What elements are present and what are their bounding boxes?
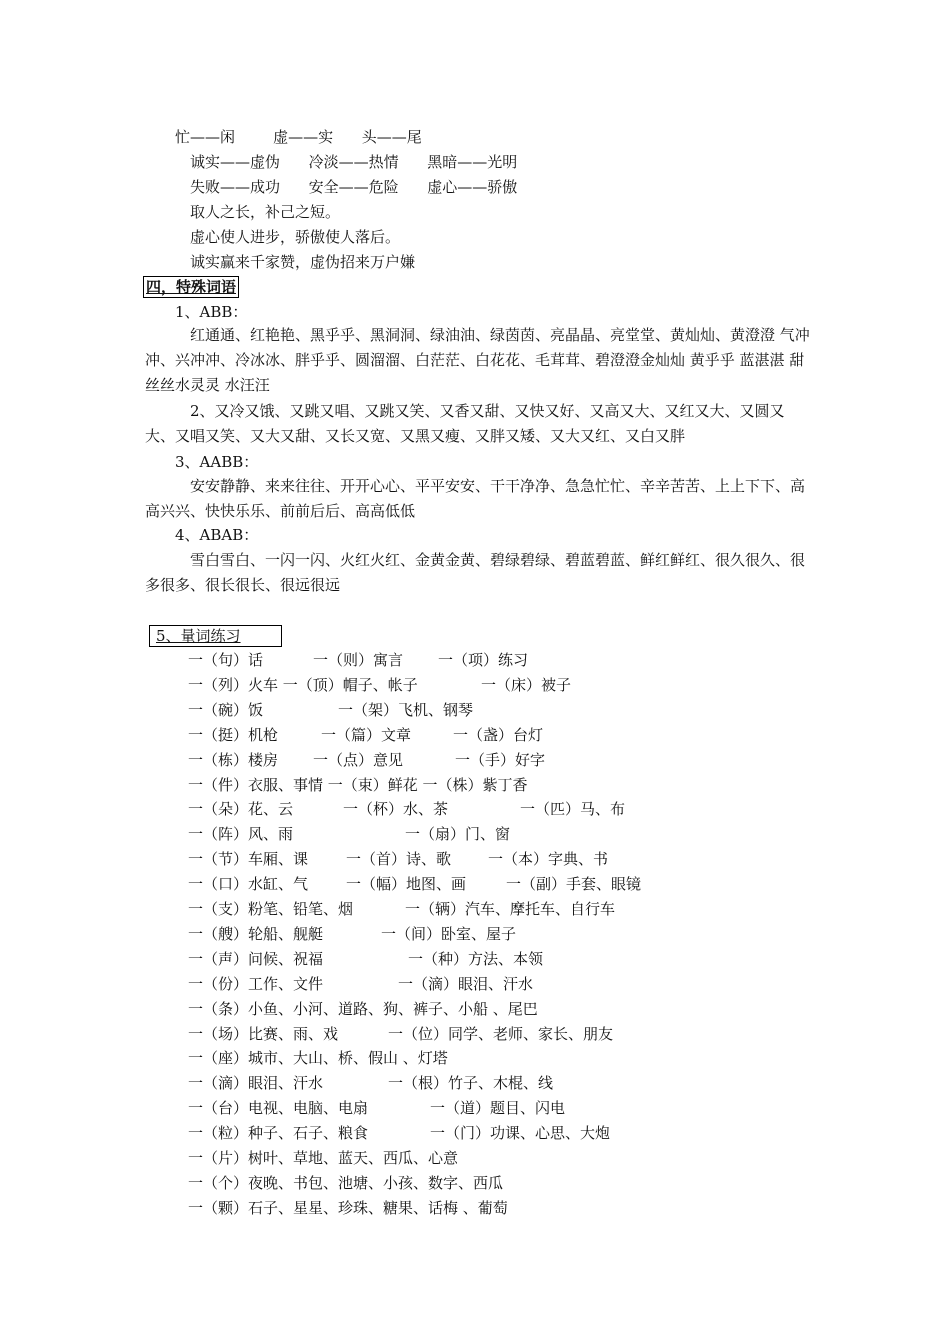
measure-word-item: 一（门）功课、心思、大炮 (430, 1124, 611, 1143)
measure-word-item: 一（个）夜晚、书包、池塘、小孩、数字、西瓜 (188, 1173, 504, 1192)
measure-word-item: 一（碗）饭 (188, 700, 264, 719)
measure-word-item: 一（件）衣服、事情 一（束）鲜花 一（株）紫丁香 (188, 775, 528, 794)
measure-word-item: 一（阵）风、雨 (188, 825, 294, 844)
saying-3: 诚实赢来千家赞，虚伪招来万户嫌 (190, 253, 416, 271)
measure-word-item: 一（首）诗、歌 (346, 850, 452, 869)
section-4-heading: 四，特殊词语 (143, 276, 239, 298)
measure-word-item: 一（本）字典、书 (488, 850, 609, 869)
measure-word-item: 一（座）城市、大山、桥、假山 、灯塔 (188, 1049, 448, 1068)
saying-1: 取人之长，补己之短。 (190, 203, 341, 221)
measure-word-item: 一（副）手套、眼镜 (506, 875, 642, 894)
measure-word-item: 一（句）话 (188, 651, 264, 669)
measure-word-item: 一（篇）文章 (321, 725, 412, 744)
measure-word-item: 一（粒）种子、石子、粮食 (188, 1124, 369, 1143)
aabb-label: 3、AABB： (175, 453, 259, 471)
measure-word-item: 一（项）练习 (438, 651, 529, 669)
measure-word-item: 一（辆）汽车、摩托车、自行车 (405, 900, 616, 918)
measure-word-item: 一（颗）石子、星星、珍珠、糖果、话梅 、葡萄 (188, 1198, 508, 1217)
measure-word-item: 一（台）电视、电脑、电扇 (188, 1099, 369, 1118)
measure-word-item: 一（床）被子 (481, 675, 572, 694)
measure-word-item: 一（条）小鱼、小河、道路、狗、裤子、小船 、尾巴 (188, 999, 538, 1018)
abb-words: 红通通、红艳艳、黑乎乎、黑洞洞、绿油油、绿茵茵、亮晶晶、亮堂堂、黄灿灿、黄澄澄 气冲冲、兴冲冲、冷冰冰、胖乎乎、圆溜溜、白茫茫、白花花、毛茸茸、碧澄澄金灿灿 黄乎乎 蓝湛湛 甜丝丝水灵灵 水汪汪 (145, 326, 810, 394)
saying-2: 虚心使人进步，骄傲使人落后。 (190, 228, 401, 246)
measure-word-item: 一（间）卧室、屋子 (381, 924, 517, 943)
measure-word-item: 一（场）比赛、雨、戏 (188, 1024, 339, 1043)
measure-word-item: 一（声）问候、祝福 (188, 949, 324, 968)
measure-word-item: 一（艘）轮船、舰艇 (188, 924, 324, 943)
antonym-line-2: 诚实——虚伪 冷淡——热情 黑暗——光明 (190, 153, 518, 171)
antonym-line-3: 失败——成功 安全——危险 虚心——骄傲 (190, 178, 518, 196)
measure-word-item: 一（杯）水、茶 (343, 800, 449, 819)
measure-word-item: 一（种）方法、本领 (408, 949, 544, 968)
measure-word-item: 一（片）树叶、草地、蓝天、西瓜、心意 (188, 1149, 459, 1167)
measure-word-item: 一（点）意见 (313, 750, 404, 769)
measure-word-item: 一（节）车厢、课 (188, 850, 309, 869)
measure-word-item: 一（盏）台灯 (453, 725, 544, 744)
antonym-line-1: 忙——闲 虚——实 头——尾 (175, 128, 422, 146)
abab-label: 4、ABAB： (175, 526, 259, 544)
measure-word-item: 一（位）同学、老师、家长、朋友 (388, 1024, 614, 1043)
measure-word-item: 一（滴）眼泪、汗水 (188, 1074, 324, 1093)
measure-word-item: 一（朵）花、云 (188, 800, 294, 819)
measure-word-item: 一（挺）机枪 (188, 725, 279, 744)
measure-word-item: 一（栋）楼房 (188, 750, 279, 769)
measure-word-item: 一（手）好字 (455, 750, 546, 769)
abb-label: 1、ABB： (175, 303, 248, 321)
measure-word-item: 一（列）火车 一（顶）帽子、帐子 (188, 675, 418, 694)
measure-word-item: 一（道）题目、闪电 (430, 1099, 566, 1118)
section-5-heading: 5、量词练习 (149, 625, 282, 647)
measure-word-item: 一（支）粉笔、铅笔、烟 (188, 900, 354, 918)
measure-word-item: 一（扇）门、窗 (405, 825, 511, 844)
measure-word-item: 一（份）工作、文件 (188, 974, 324, 993)
measure-word-item: 一（根）竹子、木棍、线 (388, 1074, 554, 1093)
measure-word-item: 一（幅）地图、画 (346, 875, 467, 894)
measure-word-item: 一（则）寓言 (313, 651, 404, 669)
axyb-words: 2、又冷又饿、又跳又唱、又跳又笑、又香又甜、又快又好、又高又大、又红又大、又圆又大、又唱又笑、又大又甜、又长又宽、又黑又瘦、又胖又矮、又大又红、又白又胖 (145, 402, 785, 445)
measure-word-item: 一（架）飞机、钢琴 (338, 700, 474, 719)
measure-word-item: 一（滴）眼泪、汗水 (398, 974, 534, 993)
aabb-words: 安安静静、来来往往、开开心心、平平安安、干干净净、急急忙忙、辛辛苦苦、上上下下、高高兴兴、快快乐乐、前前后后、高高低低 (145, 477, 806, 520)
abab-words: 雪白雪白、一闪一闪、火红火红、金黄金黄、碧绿碧绿、碧蓝碧蓝、鲜红鲜红、很久很久、很多很多、很长很长、很远很远 (145, 551, 806, 594)
measure-word-item: 一（口）水缸、气 (188, 875, 309, 894)
measure-word-item: 一（匹）马、布 (520, 800, 626, 819)
